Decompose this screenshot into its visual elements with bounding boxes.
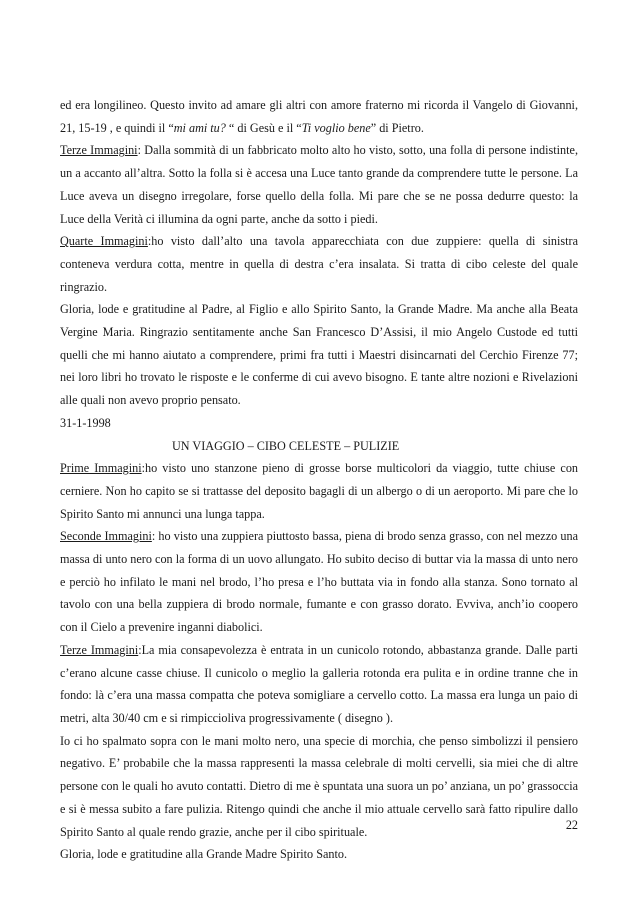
- paragraph-text: ” di Pietro.: [370, 120, 424, 135]
- paragraph-text: :ho visto uno stanzone pieno di grosse borse multicolori da viaggio, tutte chiuse con cerniere. Non ho capito se si trattasse del deposito bagagli di un albergo o di un aeroporto. Mi pare che lo Spirito Santo mi annunci una lunga tappa.: [60, 461, 579, 521]
- entry-title: UN VIAGGIO – CIBO CELESTE – PULIZIE: [172, 438, 400, 453]
- section-label: Terze Immagini: [60, 642, 139, 657]
- paragraph-text: : ho visto una zuppiera piuttosto bassa, piena di brodo senza grasso, con nel mezzo una massa di unto nero con la forma di un uovo allungato. Ho subito deciso di buttar via la massa di unto nero e perciò ho infilato le mani nel brodo, l’ho presa e l’ho buttata via in fondo alla stanza. Sono tornato al tavolo con una bella zuppiera di brodo normale, fumante e con grasso dorato. Evviva, anch’io coopero con il Cielo a prevenire inganni diabolici.: [60, 529, 578, 635]
- paragraph-terze-immagini-2: [60, 639, 578, 730]
- paragraph-terze-immagini-1: [60, 139, 578, 230]
- paragraph-text: :ho visto dall’alto una tavola apparecchiata con due zuppiere: quella di sinistra conteneva verdura cotta, mentre in quella di destra c’era insalata. Si tratta di cibo celeste del quale ringrazio.: [60, 234, 578, 294]
- paragraph-gloria-2: Gloria, lode e gratitudine alla Grande Madre Spirito Santo.: [60, 847, 348, 862]
- section-label: Seconde Immagini: [60, 529, 152, 544]
- page-number: 22: [565, 818, 578, 832]
- paragraph-text: : Dalla sommità di un fabbricato molto alto ho visto, sotto, una folla di persone indistinte, un a accanto all’altra. Sotto la folla si è accesa una Luce tanto grande da comprendere tutte le persone. La Luce aveva un disegno irregolare, forse quello della folla. Mi pare che se ne possa dedurre questo: la Luce della Verità ci illumina da ogni parte, anche da sotto i piedi.: [60, 143, 578, 226]
- paragraph-spalmato: Io ci ho spalmato sopra con le mani molto nero, una specie di morchia, che penso simbolizzi il pensiero negativo. E’ probabile che la massa rappresenti la massa celebrale di molti cervelli, sia miei che di altre persone con le quali ho avuto contatti. Dietro di me è spuntata una suora un po’ anziana, un po’ grassoccia e si è messa subito a fare pulizia. Ritengo quindi che anche il mio attuale cervello sarà fatto ripulire dallo Spirito Santo al quale rendo grazie, anche per il cibo spirituale.: [60, 733, 578, 839]
- paragraph-text: “ di Gesù e il “: [225, 120, 302, 135]
- paragraph-quarte-immagini: [60, 230, 578, 298]
- paragraph-gloria-1: Gloria, lode e gratitudine al Padre, al Figlio e allo Spirito Santo, la Grande Madre. Ma anche alla Beata Vergine Maria. Ringrazio sentitamente anche San Francesco D’Assisi, il mio Angelo Custode ed tutti quelli che mi hanno aiutato a comprendere, primi fra tutti i Maestri disincarnati del Cerchio Firenze 77; nei loro libri ho trovato le risposte e le conferme di cui avevo bisogno. E tante altre nozioni e Rivelazioni alle quali non avevo proprio pensato.: [60, 302, 578, 408]
- entry-date: 31-1-1998: [60, 415, 111, 430]
- document-page: [60, 94, 578, 866]
- section-label: Prime Immagini: [60, 461, 142, 476]
- paragraph-text: ed era longilineo. Questo invito ad amare gli altri con amore fraterno mi ricorda il Vangelo di Giovanni, 21, 15-19 , e quindi il “: [60, 98, 578, 135]
- quote-ti-voglio-bene: Ti voglio bene: [301, 120, 371, 135]
- paragraph-prime-immagini: [60, 457, 578, 525]
- paragraph-vangelo: [60, 94, 578, 139]
- section-label: Terze Immagini: [60, 143, 138, 158]
- quote-mi-ami-tu: mi ami tu?: [173, 120, 226, 135]
- paragraph-seconde-immagini: [60, 525, 578, 639]
- paragraph-text: :La mia consapevolezza è entrata in un cunicolo rotondo, abbastanza grande. Dalle parti c’erano alcune casse chiuse. Il cunicolo o meglio la galleria rotonda era pulita e in ordine tranne che in fondo: là c’era una massa compatta che poteva somigliare a cervello cotto. La massa era lunga un paio di metri, alta 30/40 cm e si rimpiccioliva progressivamente ( disegno ).: [60, 642, 578, 725]
- section-label: Quarte Immagini: [60, 234, 148, 249]
